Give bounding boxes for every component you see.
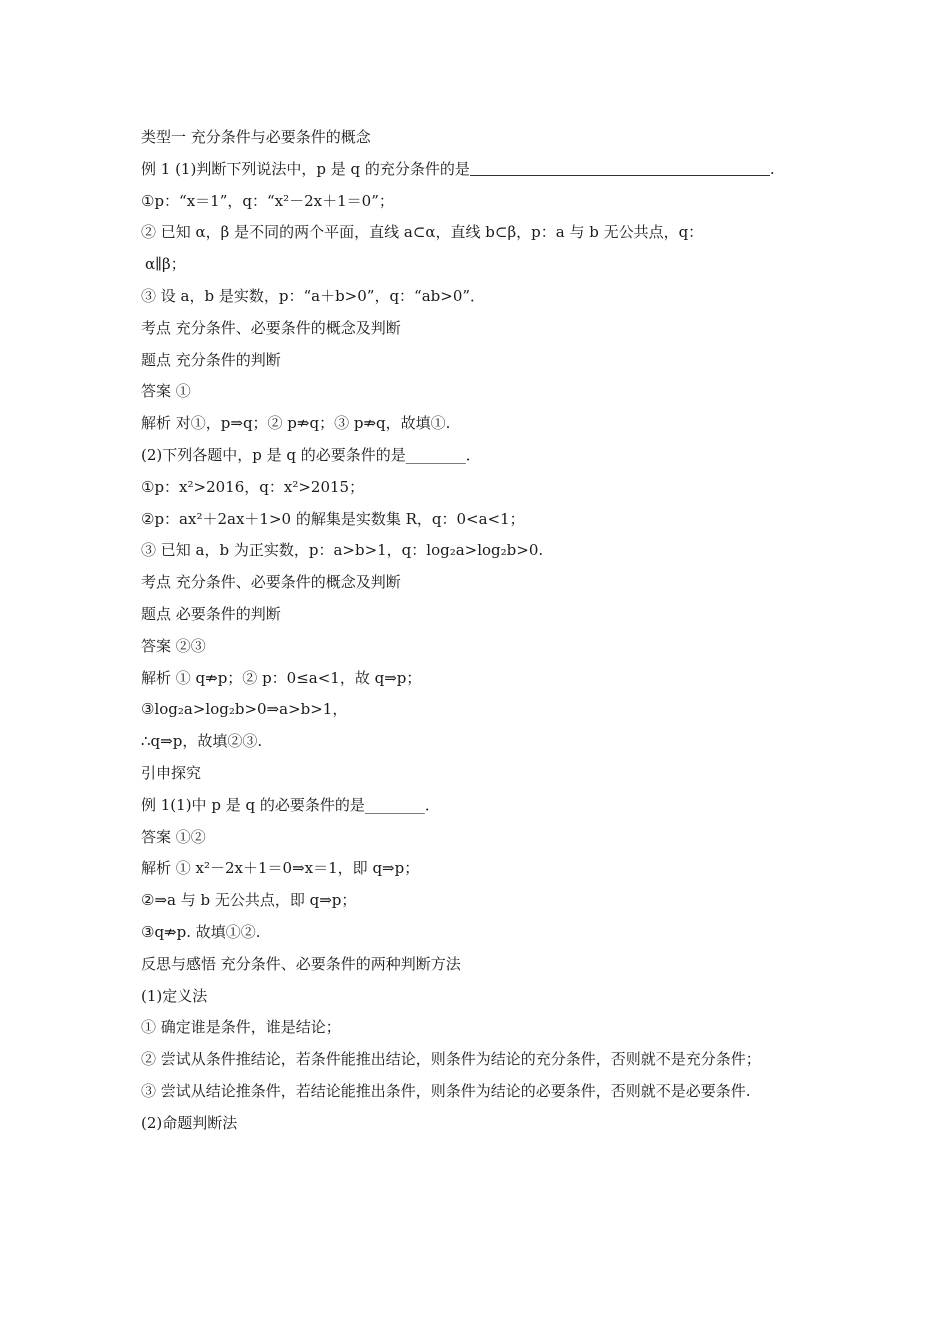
method-1-heading: (1)定义法 [141, 986, 208, 1005]
analysis-2-step: ③log₂a>log₂b>0⇒a>b>1， [141, 700, 348, 719]
example-1-part-2: (2)下列各题中，p 是 q 的必要条件的是________． [141, 445, 481, 464]
answer-1: 答案 ① [141, 382, 191, 401]
analysis-3-conclusion: ③q⇏p. 故填①②. [141, 922, 261, 941]
extension-heading: 引申探究 [141, 763, 202, 782]
method-2-heading: (2)命题判断法 [141, 1113, 238, 1132]
tidian-1: 题点 充分条件的判断 [141, 350, 281, 369]
statement-2: ② 已知 α，β 是不同的两个平面，直线 a⊂α，直线 b⊂β，p：a 与 b 无公共点，q： [141, 223, 704, 242]
answer-blank [470, 157, 770, 176]
analysis-3-step: ②⇒a 与 b 无公共点，即 q⇒p； [141, 891, 357, 910]
analysis-2: 解析 ① q⇏p；② p：0≤a<1，故 q⇒p； [141, 668, 422, 687]
statement-3: ③ 设 a，b 是实数，p：“a＋b>0”，q：“ab>0”． [141, 286, 486, 305]
part2-statement-2: ②p：ax²＋2ax＋1>0 的解集是实数集 R，q：0<a<1； [141, 509, 525, 528]
part2-statement-1: ①p：x²>2016，q：x²>2015； [141, 477, 365, 496]
tidian-2: 题点 必要条件的判断 [141, 604, 281, 623]
example-1-part-1: 例 1 (1)判断下列说法中，p 是 q 的充分条件的是 . [141, 154, 813, 186]
extension-question: 例 1(1)中 p 是 q 的必要条件的是________． [141, 795, 440, 814]
part2-statement-3: ③ 已知 a，b 为正实数，p：a>b>1，q：log₂a>log₂b>0. [141, 541, 544, 560]
method-1-step-2: ② 尝试从条件推结论，若条件能推出结论，则条件为结论的充分条件，否则就不是充分条件； [141, 1050, 761, 1069]
method-1-step-3: ③ 尝试从结论推条件，若结论能推出条件，则条件为结论的必要条件，否则就不是必要条件. [141, 1081, 751, 1100]
analysis-2-conclusion: ∴q⇒p，故填②③. [141, 732, 263, 751]
method-1-step-1: ① 确定谁是条件，谁是结论； [141, 1018, 341, 1037]
section-heading: 类型一 充分条件与必要条件的概念 [141, 128, 371, 146]
statement-2-cont: α∥β； [145, 255, 186, 274]
kaodian-2: 考点 充分条件、必要条件的概念及判断 [141, 573, 401, 592]
answer-3: 答案 ①② [141, 827, 206, 846]
analysis-3: 解析 ① x²－2x＋1＝0⇒x＝1，即 q⇒p； [141, 859, 420, 878]
statement-1: ①p：“x＝1”，q：“x²－2x＋1＝0”； [141, 191, 394, 210]
example-1-question: 例 1 (1)判断下列说法中，p 是 q 的充分条件的是 [141, 159, 470, 178]
reflection-heading: 反思与感悟 充分条件、必要条件的两种判断方法 [141, 954, 461, 973]
kaodian-1: 考点 充分条件、必要条件的概念及判断 [141, 318, 401, 337]
answer-2: 答案 ②③ [141, 636, 206, 655]
analysis-1: 解析 对①，p⇒q；② p⇏q；③ p⇏q，故填①. [141, 414, 451, 433]
document-page [141, 122, 813, 1140]
